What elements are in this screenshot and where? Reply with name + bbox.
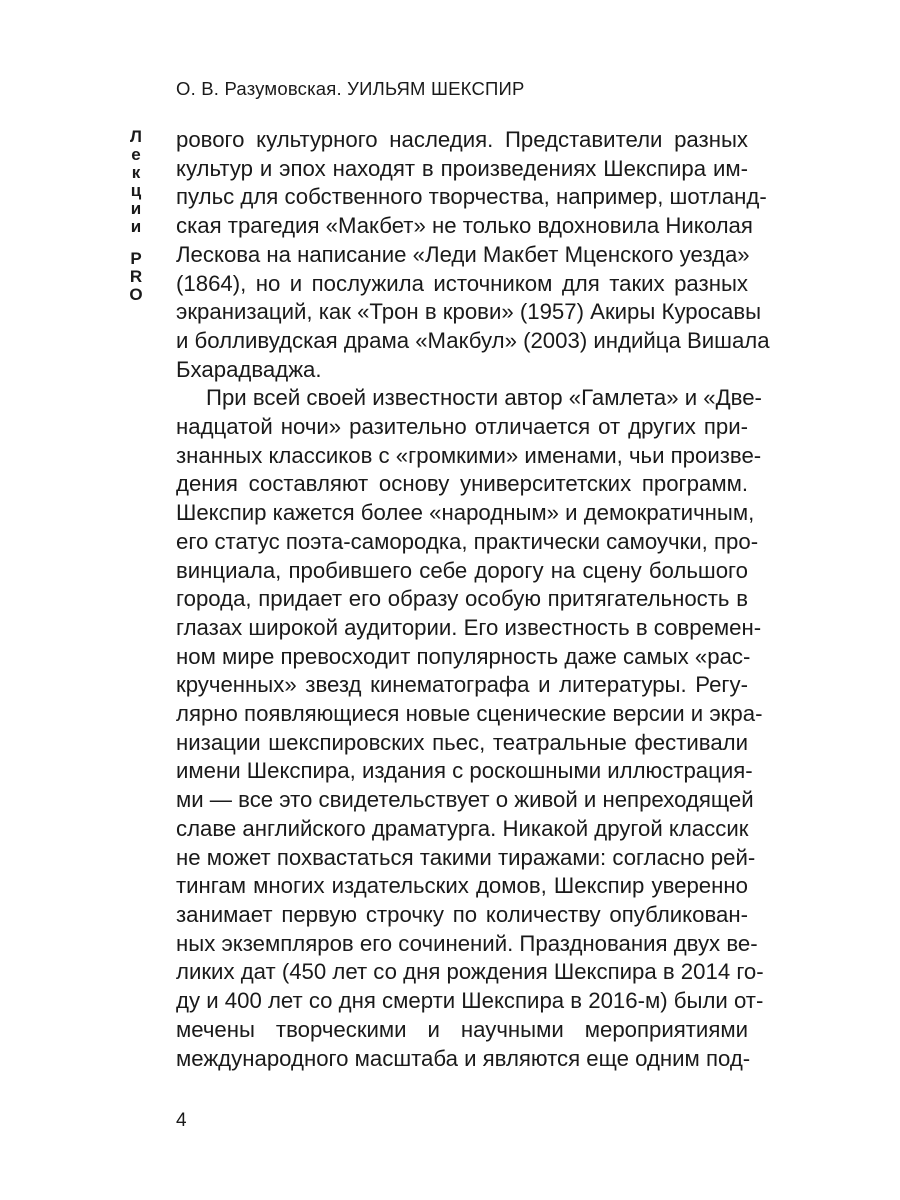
text-line: рового культурного наследия. Представители разных — [176, 127, 748, 152]
series-label-letter: Л — [130, 127, 142, 146]
text-line: пульс для собственного творчества, например, шотланд- — [176, 184, 767, 210]
text-line: не может похвастаться такими тиражами: согласно рей- — [176, 844, 756, 870]
text-line: города, придает его образу особую притягательность в — [176, 586, 748, 612]
text-line: Шекспир кажется более «народным» и демократичным, — [176, 500, 755, 526]
series-label-letter: P — [130, 249, 142, 268]
text-line: крученных» звезд кинематографа и литературы. Регу- — [176, 672, 748, 698]
text-line: ликих дат (450 лет со дня рождения Шекспира в 2014 го- — [176, 959, 764, 985]
text-line: ская трагедия «Макбет» не только вдохновила Николая — [176, 213, 753, 239]
text-line: надцатой ночи» разительно отличается от других при- — [176, 414, 748, 440]
text-line: ду и 400 лет со дня смерти Шекспира в 2016-м) были от- — [176, 988, 764, 1014]
text-line: низации шекспировских пьес, театральные фестивали — [176, 729, 748, 755]
series-label-letter: R — [129, 267, 143, 286]
text-line: международного масштаба и являются еще одним под- — [176, 1045, 751, 1071]
text-line: ми — все это свидетельствует о живой и непреходящей — [176, 787, 754, 813]
text-line: ном мире превосходит популярность даже самых «рас- — [176, 643, 751, 669]
text-line: дения составляют основу университетских программ. — [176, 471, 748, 497]
text-line: винциала, пробившего себе дорогу на сцену большого — [176, 557, 748, 583]
text-line: ных экземпляров его сочинений. Празднования двух ве- — [176, 930, 758, 956]
running-head: О. В. Разумовская. УИЛЬЯМ ШЕКСПИР — [176, 78, 525, 99]
text-line: При всей своей известности автор «Гамлета» и «Две- — [206, 385, 762, 411]
text-line: его статус поэта-самородка, практически самоучки, про- — [176, 528, 759, 554]
series-label-letter: к — [131, 163, 141, 182]
series-label-word-lectures — [130, 128, 142, 236]
paragraph-1 — [176, 126, 770, 384]
series-label-letter: ц — [130, 181, 142, 200]
text-line: и болливудская драма «Макбул» (2003) индийца Вишала — [176, 327, 770, 353]
text-line: (1864), но и послужила источником для таких разных — [176, 270, 748, 296]
text-line: экранизаций, как «Трон в крови» (1957) Акиры Куросавы — [176, 299, 762, 325]
page-number: 4 — [176, 1110, 187, 1131]
series-label-word-pro — [129, 250, 142, 304]
series-label-letter: е — [131, 145, 141, 164]
body-text — [176, 126, 770, 1073]
text-line: глазах широкой аудитории. Его известность в современ- — [176, 614, 762, 640]
series-label-letter: O — [129, 285, 143, 304]
text-line: Лескова на написание «Леди Макбет Мценского уезда» — [176, 241, 750, 267]
text-line: мечены творческими и научными мероприятиями — [176, 1016, 748, 1042]
text-line: лярно появляющиеся новые сценические версии и экра- — [176, 701, 763, 727]
text-line: знанных классиков с «громкими» именами, чьи произве- — [176, 442, 762, 468]
paragraph-2 — [176, 384, 764, 1073]
text-line: славе английского драматурга. Никакой другой классик — [176, 815, 749, 841]
series-label-letter: и — [130, 199, 142, 218]
series-label-letter: и — [130, 217, 142, 236]
text-line: Бхарадваджа. — [176, 356, 322, 382]
text-line: занимает первую строчку по количеству опубликован- — [176, 901, 748, 927]
text-line: имени Шекспира, издания с роскошными иллюстрация- — [176, 758, 753, 784]
text-line: культур и эпох находят в произведениях Шекспира им- — [176, 155, 748, 181]
text-line: тингам многих издательских домов, Шекспир уверенно — [176, 873, 748, 899]
series-label — [124, 128, 148, 304]
